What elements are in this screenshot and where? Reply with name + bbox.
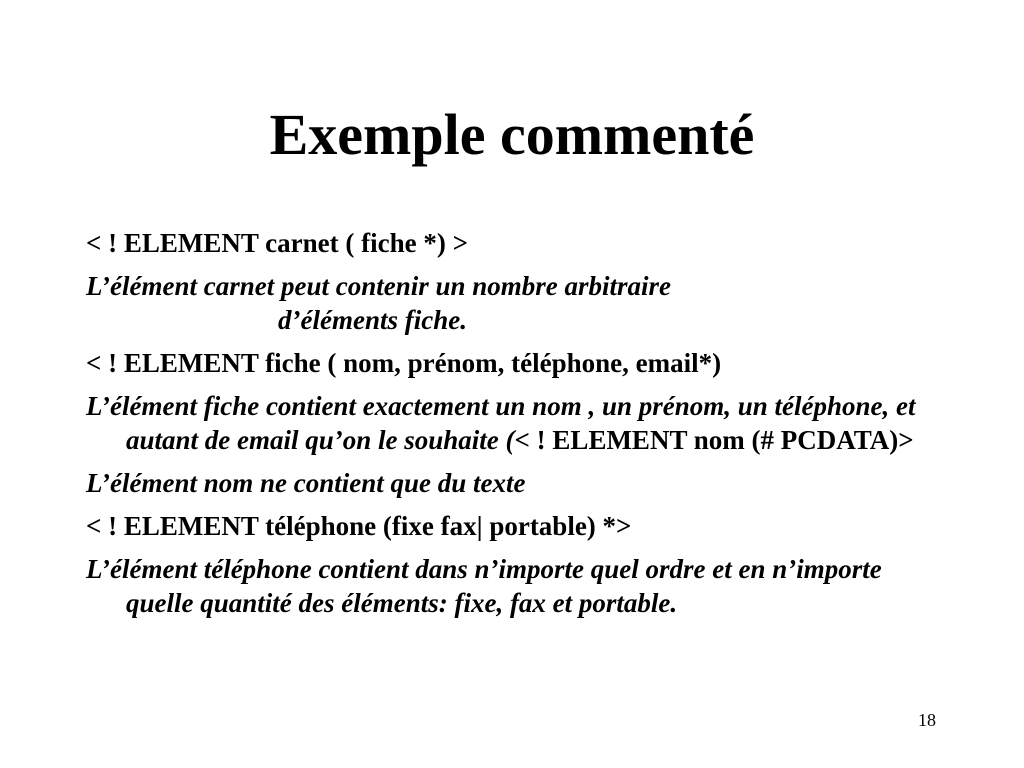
dtd-line-telephone: < ! ELEMENT téléphone (fixe fax| portable) *> [86,511,632,541]
comment-nom: L’élément nom ne contient que du texte [86,468,526,498]
dtd-line-nom: < ! ELEMENT nom (# PCDATA)> [514,425,914,455]
dtd-line-carnet: < ! ELEMENT carnet ( fiche *) > [86,228,468,258]
comment-telephone: L’élément téléphone contient dans n’importe quel ordre et en n’importe quelle quantité des éléments: fixe, fax et portable. [86,554,882,618]
slide-title: Exemple commenté [269,102,755,167]
comment-fiche [86,389,946,457]
comment-fiche-text: L’élément fiche contient exactement un nom , un prénom, un téléphone, et autant de email qu’on le souhaite ( [86,391,916,455]
page-number: 18 [918,710,936,730]
dtd-line-fiche: < ! ELEMENT fiche ( nom, prénom, téléphone, email*) [86,348,722,378]
comment-carnet-continuation: d’éléments fiche. [278,305,467,335]
slide-body [86,226,946,629]
comment-carnet: L’élément carnet peut contenir un nombre arbitraire [86,271,672,301]
